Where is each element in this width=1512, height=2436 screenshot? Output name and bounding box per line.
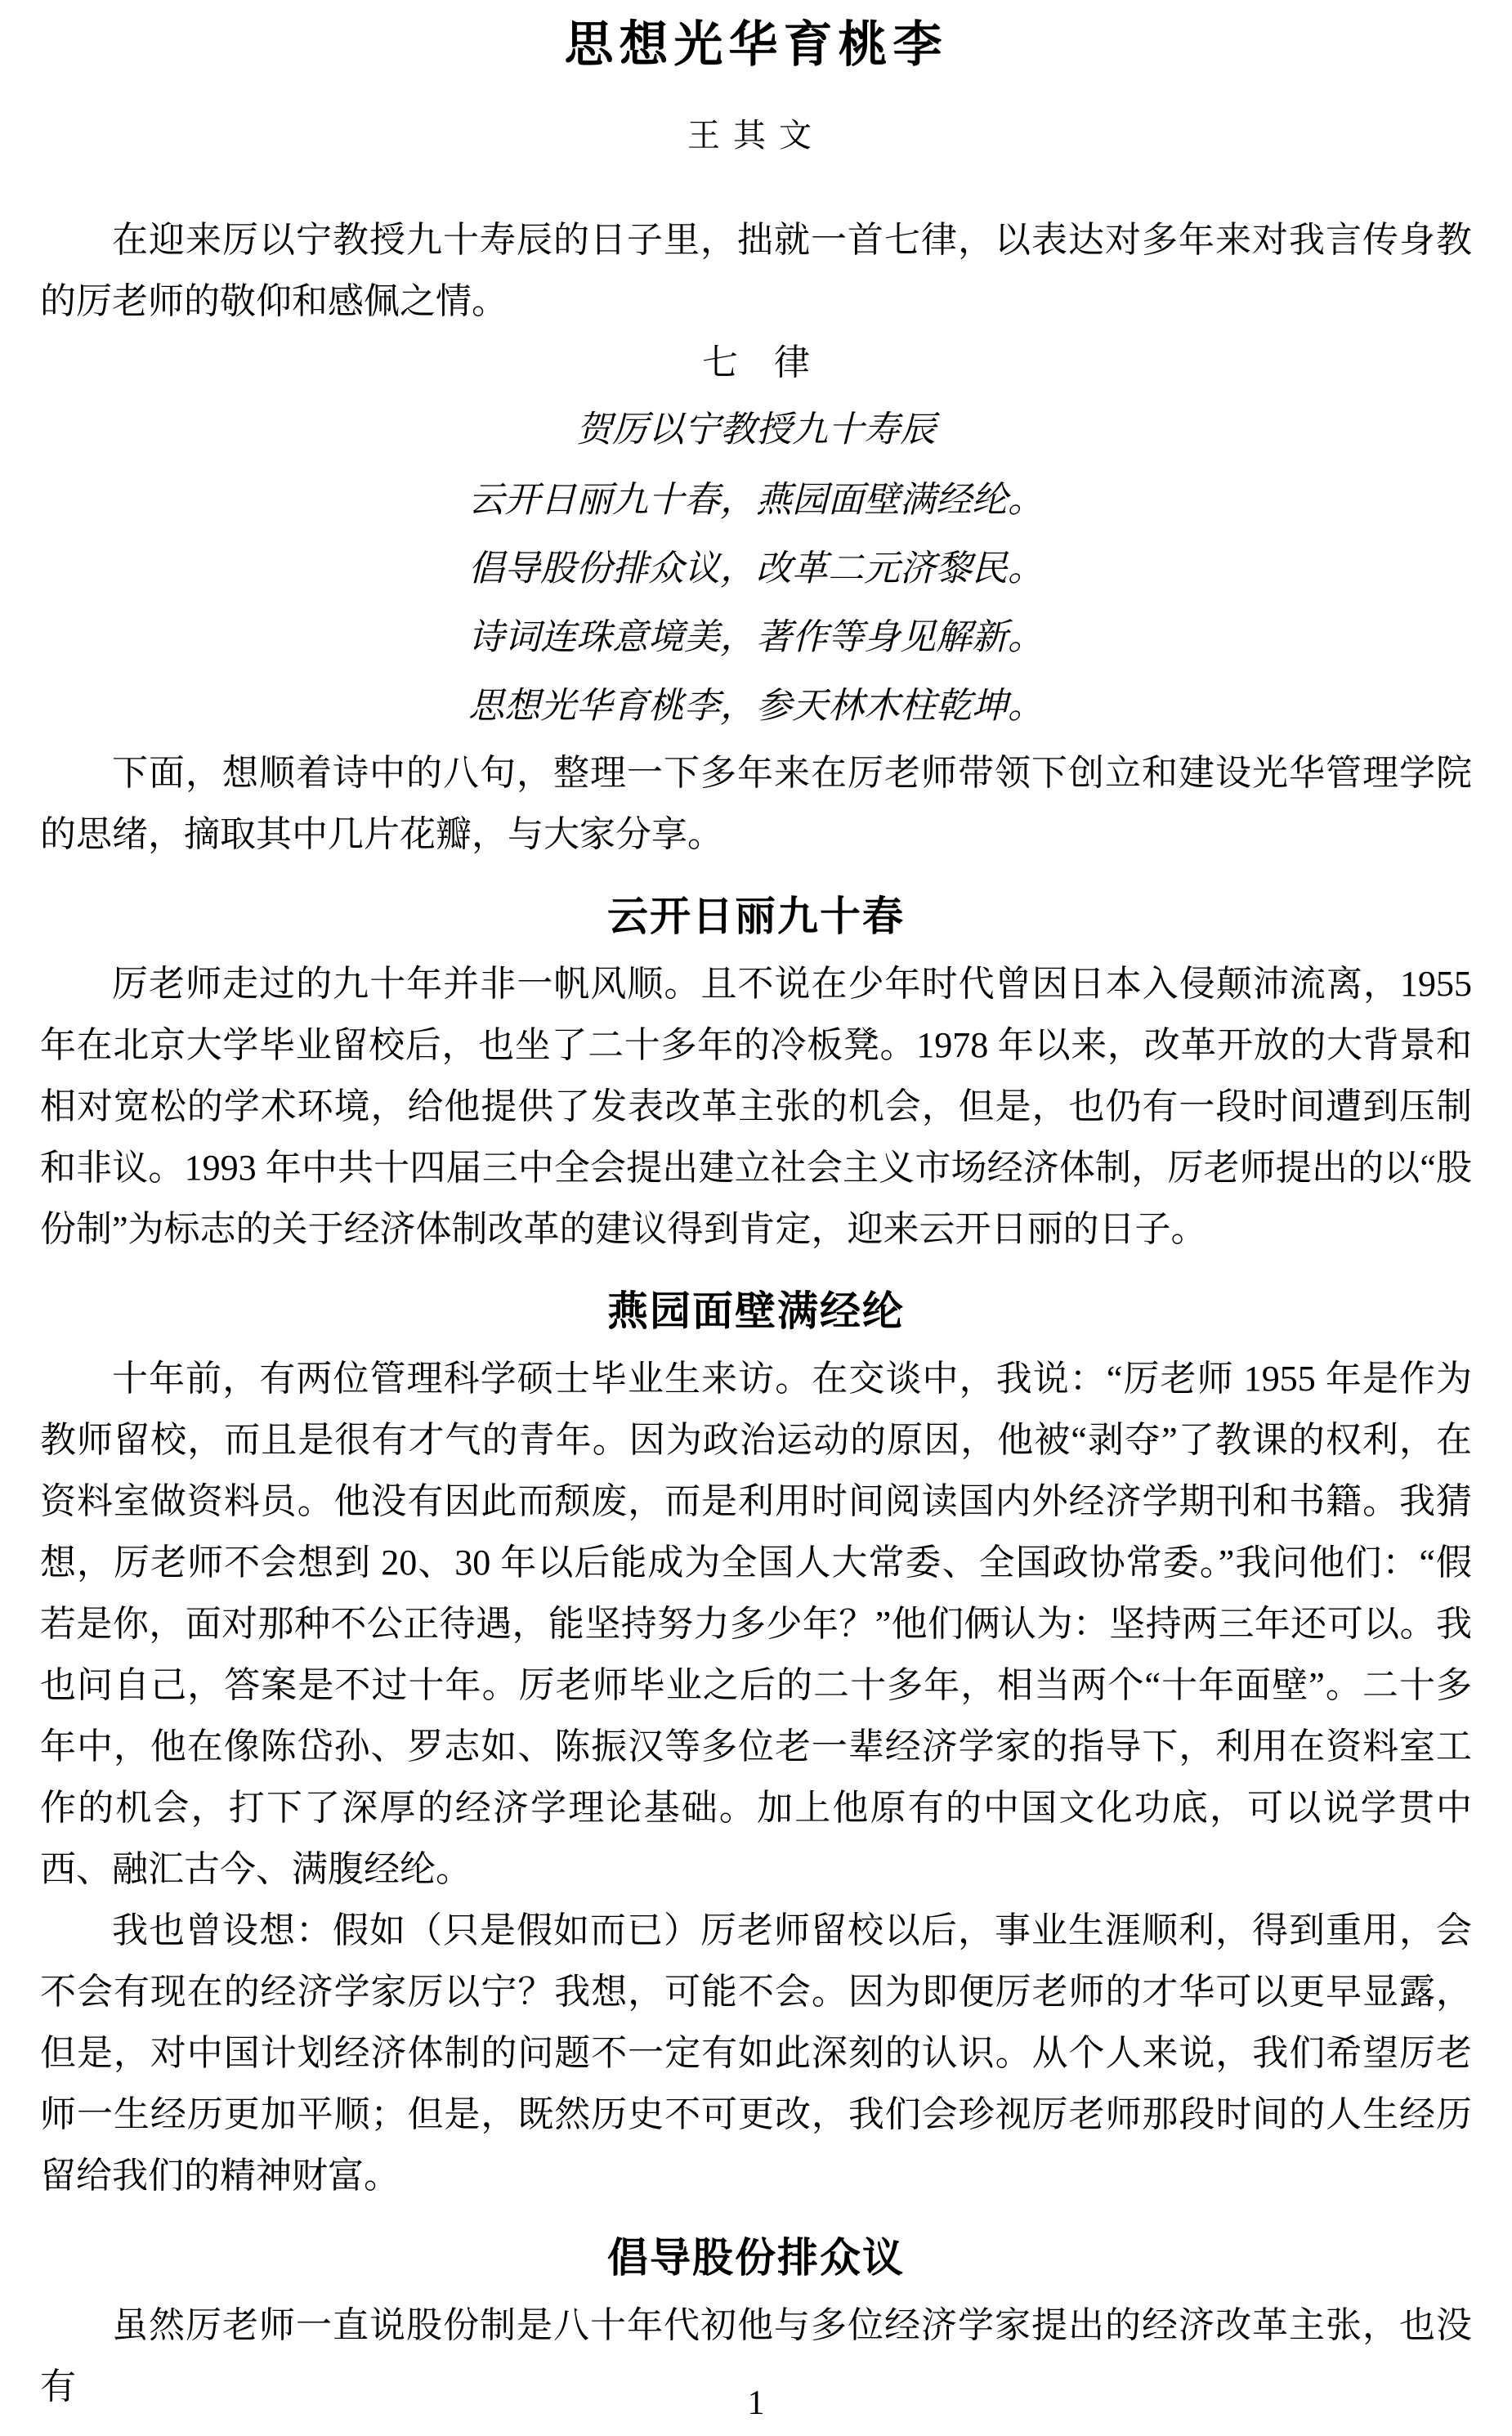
poem-line-2: 倡导股份排众议，改革二元济黎民。 xyxy=(468,549,1044,589)
page-number: 1 xyxy=(747,2385,765,2422)
poem-block xyxy=(40,332,1472,741)
section-3-paragraph-1: 虽然厉老师一直说股份制是八十年代初他与多位经济学家提出的经济改革主张，也没有 xyxy=(40,2305,1472,2407)
poem-line-3: 诗词连珠意境美，著作等身见解新。 xyxy=(468,617,1044,657)
section-heading-1: 云开日丽九十春 xyxy=(607,893,905,939)
poem-form-label: 七 律 xyxy=(702,343,810,383)
section-2-paragraph-1: 十年前，有两位管理科学硕士毕业生来访。在交谈中，我说：“厉老师 1955 年是作为教师留校，而且是很有才气的青年。因为政治运动的原因，他被“剥夺”了教课的权利，在资料室做资料员。他没有因此而颓废，而是利用时间阅读国内外经济学期刊和书籍。我猜想，厉老师不会想到 20、30 年以后能成为全国人大常委、全国政协常委。”我问他们：“假若是你，面对那种不公正待遇，能坚持努力多少年？”他们俩认为：坚持两三年还可以。我也问自己，答案是不过十年。厉老师毕业之后的二十多年，相当两个“十年面壁”。二十多年中，他在像陈岱孙、罗志如、陈振汉等多位老一辈经济学家的指导下，利用在资料室工作的机会，打下了深厚的经济学理论基础。加上他原有的中国文化功底，可以说学贯中西、融汇古今、满腹经纶。 xyxy=(40,1359,1472,1889)
section-1-paragraph-1: 厉老师走过的九十年并非一帆风顺。且不说在少年时代曾因日本入侵颠沛流离，1955 年在北京大学毕业留校后，也坐了二十多年的冷板凳。1978 年以来，改革开放的大背景和相对宽松的学术环境，给他提供了发表改革主张的机会，但是，也仍有一段时间遭到压制和非议。1993 年中共十四届三中全会提出建立社会主义市场经济体制，厉老师提出的以“股份制”为标志的关于经济体制改革的建议得到肯定，迎来云开日丽的日子。 xyxy=(40,964,1472,1249)
transition-paragraph: 下面，想顺着诗中的八句，整理一下多年来在厉老师带领下创立和建设光华管理学院的思绪，摘取其中几片花瓣，与大家分享。 xyxy=(40,753,1472,854)
document-title: 思想光华育桃李 xyxy=(564,18,948,72)
section-heading-3: 倡导股份排众议 xyxy=(607,2235,905,2281)
poem-dedication: 贺厉以宁教授九十寿辰 xyxy=(576,410,936,450)
poem-line-1: 云开日丽九十春，燕园面壁满经纶。 xyxy=(468,480,1044,520)
author-byline: 王其文 xyxy=(687,117,825,154)
section-heading-2: 燕园面壁满经纶 xyxy=(607,1288,905,1334)
intro-paragraph: 在迎来厉以宁教授九十寿辰的日子里，拙就一首七律，以表达对多年来对我言传身教的厉老师的敬仰和感佩之情。 xyxy=(40,220,1472,321)
section-2-paragraph-2: 我也曾设想：假如（只是假如而已）厉老师留校以后，事业生涯顺利，得到重用，会不会有现在的经济学家厉以宁？我想，可能不会。因为即便厉老师的才华可以更早显露，但是，对中国计划经济体制的问题不一定有如此深刻的认识。从个人来说，我们希望厉老师一生经历更加平顺；但是，既然历史不可更改，我们会珍视厉老师那段时间的人生经历留给我们的精神财富。 xyxy=(40,1910,1472,2196)
poem-line-4: 思想光华育桃李，参天林木柱乾坤。 xyxy=(468,686,1044,726)
